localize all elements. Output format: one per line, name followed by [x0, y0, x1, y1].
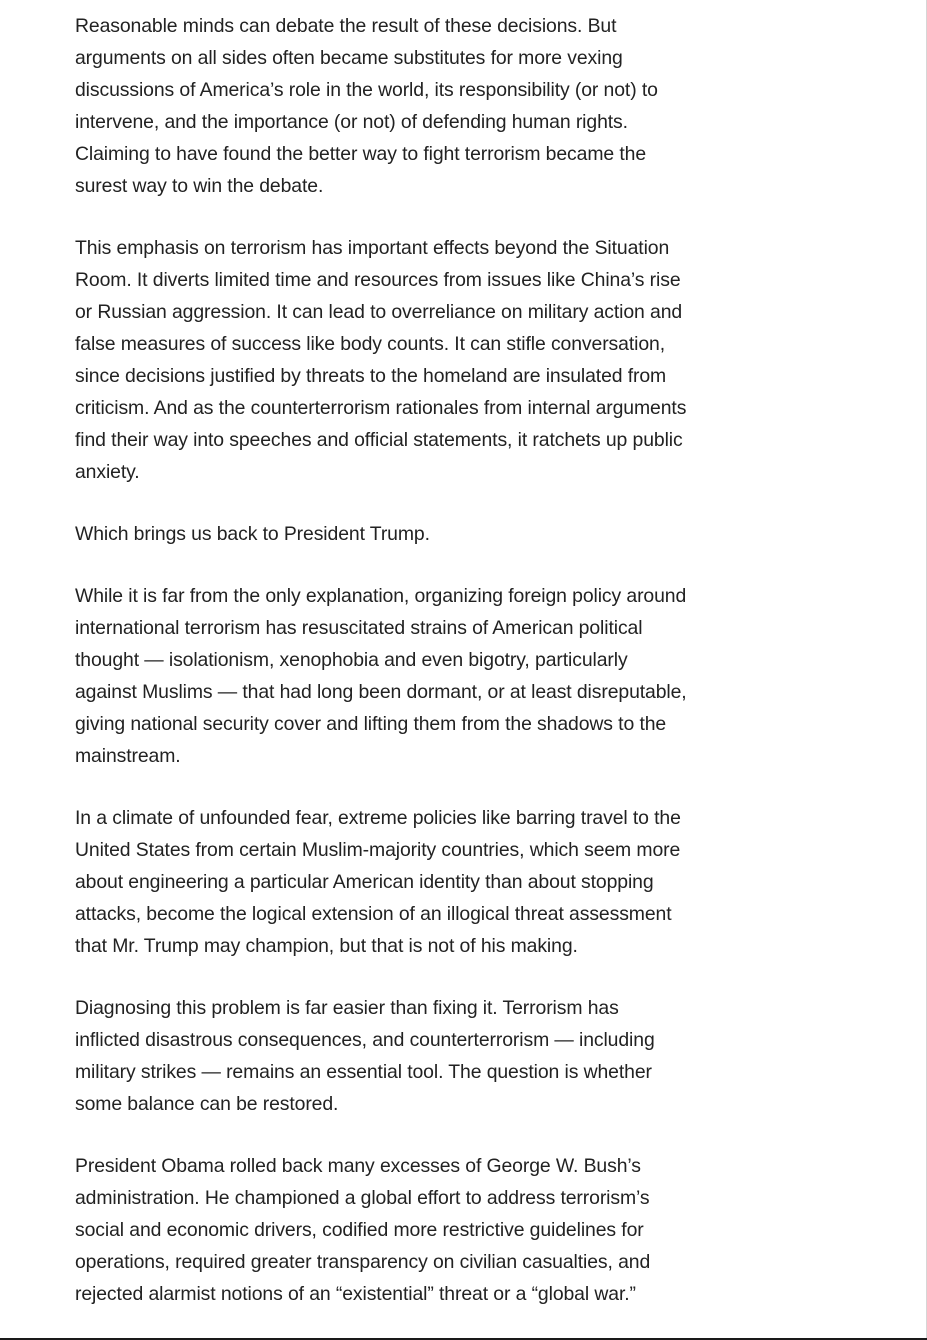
paragraph: Reasonable minds can debate the result of these decisions. But arguments on all sides often became substitutes for more vexing discussions of America’s role in the world, its responsibility (or not) to intervene, and the importance (or not) of defending human rights. Claiming to have found the better way to fight terrorism became the surest way to win the debate.: [75, 15, 658, 197]
paragraph: President Obama rolled back many excesses of George W. Bush’s administration. He championed a global effort to address terrorism’s social and economic drivers, codified more restrictive guidelines for operations, required greater transparency on civilian casualties, and rejected alarmist notions of an “existential” threat or a “global war.”: [75, 1155, 651, 1305]
paragraph: Which brings us back to President Trump.: [75, 523, 430, 545]
paragraph: This emphasis on terrorism has important effects beyond the Situation Room. It diverts limited time and resources from issues like China’s rise or Russian aggression. It can lead to overreliance on military action and false measures of success like body counts. It can stifle conversation, since decisions justified by threats to the homeland are insulated from criticism. And as the counterterrorism rationales from internal arguments find their way into speeches and official statements, it ratchets up public anxiety.: [75, 237, 687, 483]
paragraph: While it is far from the only explanation, organizing foreign policy around international terrorism has resuscitated strains of American political thought — isolationism, xenophobia and even bigotry, particularly against Muslims — that had long been dormant, or at least disreputable, giving national security cover and lifting them from the shadows to the mainstream.: [75, 585, 687, 767]
paragraph: Diagnosing this problem is far easier than fixing it. Terrorism has inflicted disastrous consequences, and counterterrorism — including military strikes — remains an essential tool. The question is whether some balance can be restored.: [75, 997, 655, 1115]
article-body: [75, 10, 687, 1340]
paragraph: In a climate of unfounded fear, extreme policies like barring travel to the United States from certain Muslim-majority countries, which seem more about engineering a particular American identity than about stopping attacks, become the logical extension of an illogical threat assessment that Mr. Trump may champion, but that is not of his making.: [75, 807, 681, 957]
